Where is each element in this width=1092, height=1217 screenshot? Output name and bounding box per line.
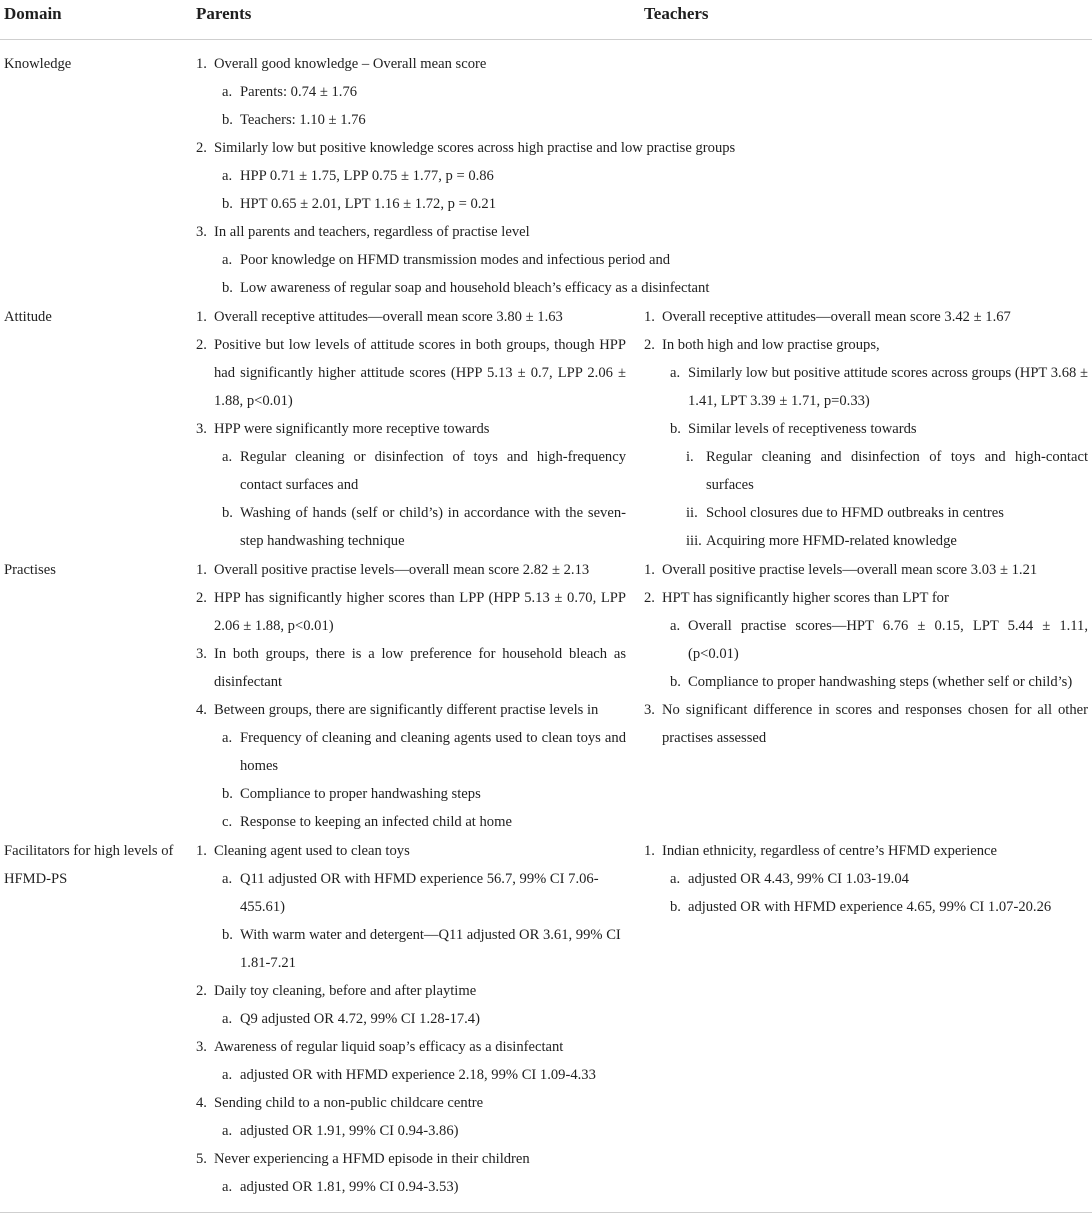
- list-item: [196, 134, 796, 162]
- list-item: [196, 1117, 626, 1145]
- list-item-number: a.: [222, 1067, 233, 1083]
- list-item: [196, 190, 796, 218]
- list-item-text: HPP were significantly more receptive towards: [214, 421, 490, 437]
- list-item-text: Acquiring more HFMD-related knowledge: [706, 533, 957, 549]
- list-item-text: Regular cleaning and disinfection of toys and high-contact surfaces: [706, 449, 1088, 493]
- list-item-text: HPP 0.71 ± 1.75, LPP 0.75 ± 1.77, p = 0.86: [240, 168, 494, 184]
- list-item-number: 3.: [196, 224, 207, 240]
- list-item-text: Parents: 0.74 ± 1.76: [240, 84, 358, 100]
- list-item-number: 2.: [644, 590, 655, 606]
- list-item: [196, 921, 626, 977]
- list-item-number: 3.: [196, 1039, 207, 1055]
- teachers-attitude: [644, 303, 1088, 555]
- list-item-number: a.: [222, 1123, 233, 1139]
- teachers-facilitators: [644, 837, 1088, 921]
- list-item-text: With warm water and detergent—Q11 adjusted OR 3.61, 99% CI 1.81-7.21: [240, 927, 621, 971]
- list-item: [196, 977, 626, 1005]
- list-item-text: Awareness of regular liquid soap’s efficacy as a disinfectant: [214, 1039, 564, 1055]
- list-item: [196, 78, 796, 106]
- list-item-text: Overall positive practise levels—overall mean score 2.82 ± 2.13: [214, 562, 590, 578]
- list-item: [644, 499, 1088, 527]
- list-item-number: 1.: [196, 309, 207, 325]
- list-item: [196, 696, 626, 724]
- list-item: [196, 443, 626, 499]
- list-item-text: Response to keeping an infected child at home: [240, 814, 512, 830]
- header-teachers: Teachers: [644, 4, 709, 23]
- list-item: [644, 865, 1088, 893]
- list-item-text: Never experiencing a HFMD episode in their children: [214, 1151, 530, 1167]
- list-item-number: a.: [222, 1011, 233, 1027]
- list-item-text: Overall receptive attitudes—overall mean score 3.42 ± 1.67: [662, 309, 1011, 325]
- list-item: [644, 584, 1088, 612]
- list-item-text: adjusted OR with HFMD experience 2.18, 99% CI 1.09-4.33: [240, 1067, 596, 1083]
- list-item-text: Washing of hands (self or child’s) in accordance with the seven-step handwashing technique: [240, 505, 626, 549]
- list-item-text: Overall positive practise levels—overall mean score 3.03 ± 1.21: [662, 562, 1038, 578]
- list-item-text: Similarly low but positive attitude scores across groups (HPT 3.68 ± 1.41, LPT 3.39 ± 1.71, p=0.33): [688, 365, 1088, 409]
- list-item-number: 3.: [644, 702, 655, 718]
- list-item: [196, 1145, 626, 1173]
- list-item: [196, 640, 626, 696]
- list-item-number: a.: [222, 730, 233, 746]
- list-item-number: b.: [222, 196, 233, 212]
- list-item-text: Positive but low levels of attitude scores in both groups, though HPP had significantly higher attitude scores (HPP 5.13 ± 0.7, LPP 2.06 ± 1.88, p<0.01): [214, 337, 626, 409]
- list-item-number: c.: [222, 814, 233, 830]
- list-item: [196, 780, 626, 808]
- list-item-number: b.: [222, 505, 233, 521]
- list-item-number: 1.: [196, 843, 207, 859]
- list-item: [644, 331, 1088, 359]
- list-item-text: Compliance to proper handwashing steps (whether self or child’s): [688, 674, 1073, 690]
- list-item: [196, 1089, 626, 1117]
- list-item-text: HPP has significantly higher scores than LPP (HPP 5.13 ± 0.70, LPP 2.06 ± 1.88, p<0.01): [214, 590, 626, 634]
- list-item-number: 1.: [644, 843, 655, 859]
- parents-practises: [196, 556, 626, 836]
- list-item-text: Cleaning agent used to clean toys: [214, 843, 410, 859]
- parents-knowledge: [196, 50, 796, 302]
- list-item-number: a.: [222, 449, 233, 465]
- list-item-text: School closures due to HFMD outbreaks in centres: [706, 505, 1004, 521]
- list-item-text: Sending child to a non-public childcare centre: [214, 1095, 484, 1111]
- list-item-number: b.: [222, 786, 233, 802]
- list-item: [196, 50, 796, 78]
- parents-attitude: [196, 303, 626, 555]
- list-item-text: Between groups, there are significantly different practise levels in: [214, 702, 599, 718]
- list-item-text: Low awareness of regular soap and household bleach’s efficacy as a disinfectant: [240, 280, 710, 296]
- table-header: [0, 0, 1092, 40]
- list-item-number: 3.: [196, 421, 207, 437]
- list-item: [196, 1005, 626, 1033]
- list-item: [196, 218, 796, 246]
- list-item-number: 3.: [196, 646, 207, 662]
- list-item-number: a.: [670, 618, 681, 634]
- list-item: [196, 584, 626, 640]
- list-item-number: iii.: [686, 533, 702, 549]
- list-item-text: In both groups, there is a low preference for household bleach as disinfectant: [214, 646, 626, 690]
- header-domain: Domain: [4, 4, 62, 23]
- list-item: [644, 696, 1088, 752]
- list-item-number: 1.: [196, 56, 207, 72]
- list-item: [196, 837, 626, 865]
- list-item: [644, 668, 1088, 696]
- list-item: [644, 415, 1088, 443]
- list-item-number: b.: [670, 674, 681, 690]
- list-item-number: 1.: [644, 309, 655, 325]
- list-item: [196, 808, 626, 836]
- list-item-number: b.: [222, 112, 233, 128]
- list-item-number: a.: [222, 84, 233, 100]
- list-item-text: Overall receptive attitudes—overall mean score 3.80 ± 1.63: [214, 309, 563, 325]
- list-item-number: 1.: [196, 562, 207, 578]
- list-item-number: a.: [670, 365, 681, 381]
- list-item-text: Daily toy cleaning, before and after playtime: [214, 983, 477, 999]
- list-item: [196, 415, 626, 443]
- list-item-text: Q9 adjusted OR 4.72, 99% CI 1.28-17.4): [240, 1011, 480, 1027]
- list-item-text: Compliance to proper handwashing steps: [240, 786, 481, 802]
- list-item-text: adjusted OR 1.91, 99% CI 0.94-3.86): [240, 1123, 459, 1139]
- list-item: [196, 162, 796, 190]
- list-item-number: b.: [670, 421, 681, 437]
- list-item: [196, 274, 796, 302]
- list-item: [644, 359, 1088, 415]
- list-item: [196, 1061, 626, 1089]
- list-item-number: 2.: [196, 140, 207, 156]
- list-item-number: b.: [222, 927, 233, 943]
- list-item-text: adjusted OR 4.43, 99% CI 1.03-19.04: [688, 871, 909, 887]
- list-item: [196, 106, 796, 134]
- list-item: [196, 865, 626, 921]
- header-parents: Parents: [196, 4, 252, 23]
- list-item: [644, 303, 1088, 331]
- domain-facilitators: Facilitators for high levels of HFMD-PS: [4, 843, 174, 887]
- list-item-text: Frequency of cleaning and cleaning agents used to clean toys and homes: [240, 730, 626, 774]
- list-item: [644, 443, 1088, 499]
- list-item-number: b.: [670, 899, 681, 915]
- list-item-number: 2.: [196, 983, 207, 999]
- list-item-number: 2.: [196, 337, 207, 353]
- list-item-text: Similarly low but positive knowledge scores across high practise and low practise groups: [214, 140, 736, 156]
- list-item-number: a.: [222, 1179, 233, 1195]
- bottom-rule: [0, 1212, 1092, 1213]
- list-item-number: 1.: [644, 562, 655, 578]
- list-item-text: Q11 adjusted OR with HFMD experience 56.7, 99% CI 7.06-455.61): [240, 871, 599, 915]
- list-item-number: a.: [222, 871, 233, 887]
- list-item-text: adjusted OR 1.81, 99% CI 0.94-3.53): [240, 1179, 459, 1195]
- list-item-text: Indian ethnicity, regardless of centre’s HFMD experience: [662, 843, 997, 859]
- list-item: [644, 556, 1088, 584]
- list-item-number: 2.: [644, 337, 655, 353]
- list-item-text: In both high and low practise groups,: [662, 337, 880, 353]
- list-item-text: Regular cleaning or disinfection of toys and high-frequency contact surfaces and: [240, 449, 626, 493]
- list-item-number: i.: [686, 449, 694, 465]
- list-item-number: ii.: [686, 505, 698, 521]
- list-item: [196, 1173, 626, 1201]
- list-item-text: Poor knowledge on HFMD transmission modes and infectious period and: [240, 252, 671, 268]
- list-item-number: a.: [222, 168, 233, 184]
- list-item-text: Overall practise scores—HPT 6.76 ± 0.15, LPT 5.44 ± 1.11, (p<0.01): [688, 618, 1088, 662]
- list-item: [196, 556, 626, 584]
- list-item: [196, 499, 626, 555]
- list-item-number: 4.: [196, 702, 207, 718]
- domain-practises: Practises: [4, 562, 56, 578]
- list-item: [644, 527, 1088, 555]
- domain-knowledge: Knowledge: [4, 56, 72, 72]
- list-item-number: 5.: [196, 1151, 207, 1167]
- list-item-number: a.: [222, 252, 233, 268]
- list-item: [196, 331, 626, 415]
- list-item-text: Similar levels of receptiveness towards: [688, 421, 917, 437]
- list-item-number: a.: [670, 871, 681, 887]
- list-item-text: In all parents and teachers, regardless of practise level: [214, 224, 530, 240]
- list-item: [196, 1033, 626, 1061]
- list-item-number: 2.: [196, 590, 207, 606]
- list-item: [196, 246, 796, 274]
- list-item-text: HPT 0.65 ± 2.01, LPT 1.16 ± 1.72, p = 0.21: [240, 196, 497, 212]
- list-item-text: Overall good knowledge – Overall mean score: [214, 56, 487, 72]
- list-item: [196, 724, 626, 780]
- list-item: [644, 612, 1088, 668]
- list-item-text: Teachers: 1.10 ± 1.76: [240, 112, 366, 128]
- list-item-number: 4.: [196, 1095, 207, 1111]
- list-item: [644, 837, 1088, 865]
- teachers-practises: [644, 556, 1088, 752]
- list-item-text: adjusted OR with HFMD experience 4.65, 99% CI 1.07-20.26: [688, 899, 1052, 915]
- list-item: [196, 303, 626, 331]
- parents-facilitators: [196, 837, 626, 1201]
- list-item-text: HPT has significantly higher scores than LPT for: [662, 590, 949, 606]
- list-item-number: b.: [222, 280, 233, 296]
- list-item-text: No significant difference in scores and responses chosen for all other practises assessed: [662, 702, 1088, 746]
- domain-attitude: Attitude: [4, 309, 52, 325]
- list-item: [644, 893, 1088, 921]
